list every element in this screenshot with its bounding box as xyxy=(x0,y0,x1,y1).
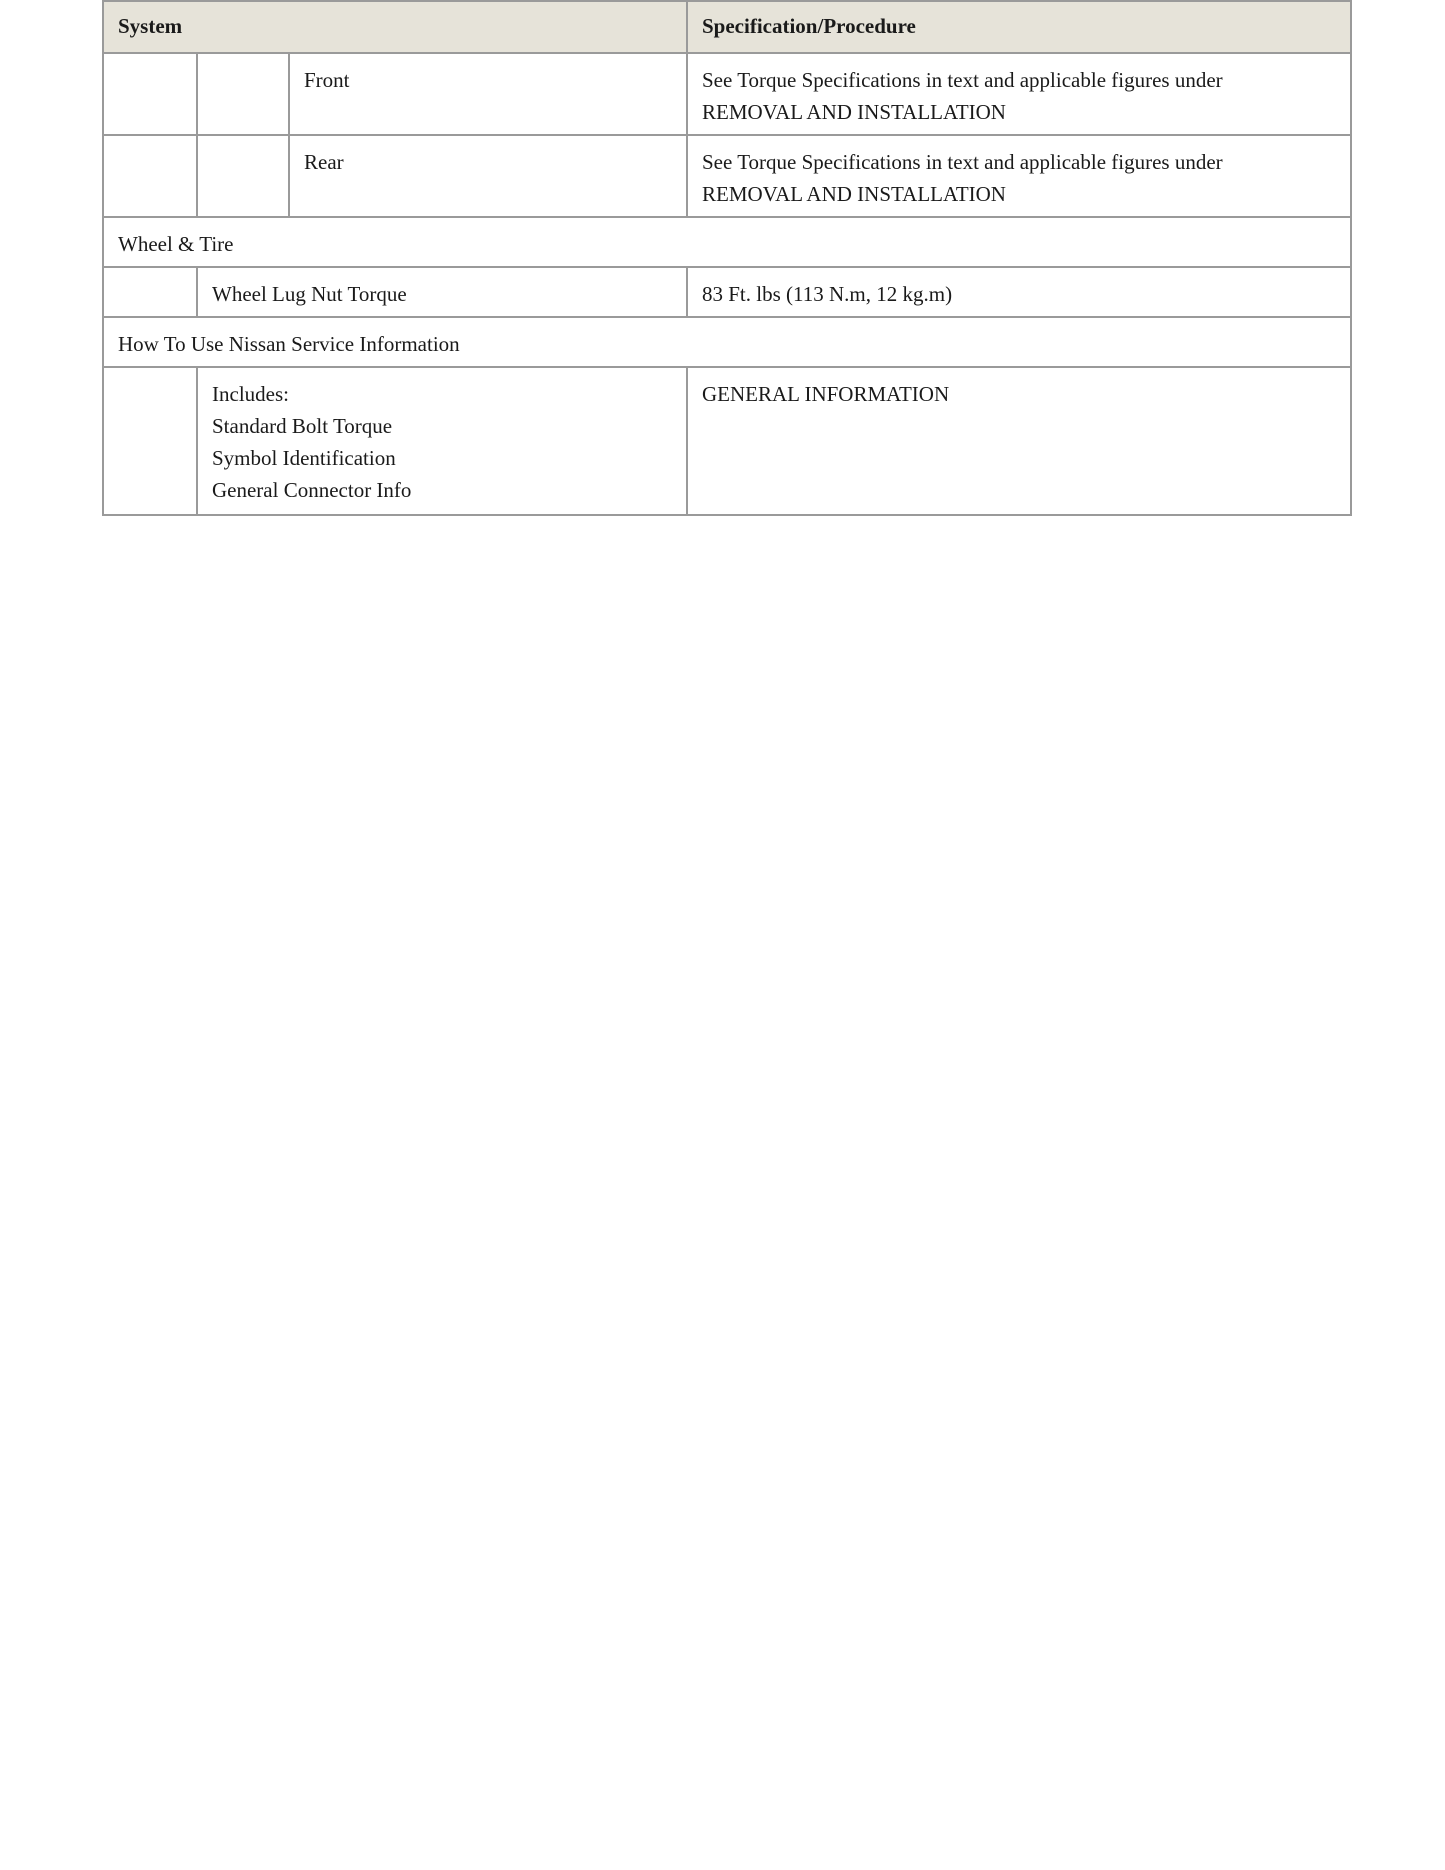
section-row-wheel-tire xyxy=(103,217,1351,267)
section-title-wheel-tire: Wheel & Tire xyxy=(103,217,1351,267)
section-row-nissan-service xyxy=(103,317,1351,367)
specification-table xyxy=(102,0,1352,516)
empty-cell xyxy=(103,135,197,217)
includes-line: Standard Bolt Torque xyxy=(212,414,393,438)
table-header-row xyxy=(103,1,1351,53)
table-row xyxy=(103,135,1351,217)
spec-line: REMOVAL AND INSTALLATION xyxy=(702,182,1006,206)
includes-line: Symbol Identification xyxy=(212,446,396,470)
row-item-rear: Rear xyxy=(289,135,687,217)
empty-cell xyxy=(197,53,289,135)
table-row xyxy=(103,53,1351,135)
spec-line: See Torque Specifications in text and applicable figures under xyxy=(702,150,1223,174)
row-spec-wheel-lug: 83 Ft. lbs (113 N.m, 12 kg.m) xyxy=(687,267,1351,317)
empty-cell xyxy=(103,53,197,135)
table-row xyxy=(103,367,1351,515)
table-row xyxy=(103,267,1351,317)
empty-cell xyxy=(103,367,197,515)
includes-line: General Connector Info xyxy=(212,478,412,502)
row-item-includes xyxy=(197,367,687,515)
row-item-wheel-lug: Wheel Lug Nut Torque xyxy=(197,267,687,317)
empty-cell xyxy=(197,135,289,217)
row-spec-includes: GENERAL INFORMATION xyxy=(687,367,1351,515)
header-specification: Specification/Procedure xyxy=(687,1,1351,53)
spec-line: REMOVAL AND INSTALLATION xyxy=(702,100,1006,124)
row-spec-rear xyxy=(687,135,1351,217)
spec-line: See Torque Specifications in text and applicable figures under xyxy=(702,68,1223,92)
header-system: System xyxy=(103,1,687,53)
includes-line: Includes: xyxy=(212,382,289,406)
section-title-nissan-service: How To Use Nissan Service Information xyxy=(103,317,1351,367)
row-spec-front xyxy=(687,53,1351,135)
empty-cell xyxy=(103,267,197,317)
row-item-front: Front xyxy=(289,53,687,135)
